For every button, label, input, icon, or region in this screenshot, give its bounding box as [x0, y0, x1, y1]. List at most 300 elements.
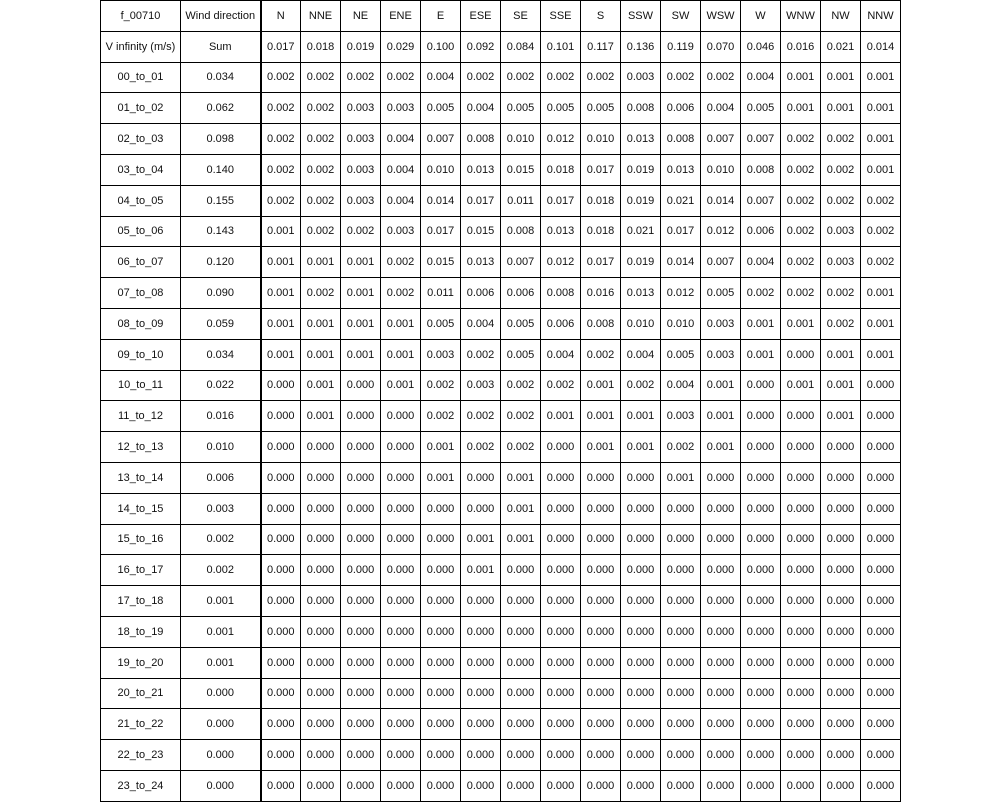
table-row: [101, 308, 901, 339]
frequency-cell: 0.008: [581, 308, 621, 339]
frequency-cell: 0.008: [501, 216, 541, 247]
frequency-cell: 0.000: [701, 740, 741, 771]
frequency-cell: 0.001: [821, 62, 861, 93]
frequency-cell: 0.000: [261, 493, 301, 524]
frequency-cell: 0.017: [581, 247, 621, 278]
frequency-cell: 0.001: [861, 124, 901, 155]
frequency-cell: 0.001: [381, 308, 421, 339]
frequency-cell: 0.001: [781, 370, 821, 401]
frequency-cell: 0.013: [461, 154, 501, 185]
frequency-cell: 0.002: [541, 62, 581, 93]
frequency-cell: 0.002: [301, 62, 341, 93]
frequency-cell: 0.000: [741, 709, 781, 740]
frequency-cell: 0.000: [421, 709, 461, 740]
frequency-cell: 0.000: [701, 462, 741, 493]
frequency-cell: 0.010: [621, 308, 661, 339]
speed-bin-label: 07_to_08: [101, 278, 181, 309]
frequency-cell: 0.015: [461, 216, 501, 247]
table-row: [101, 678, 901, 709]
frequency-cell: 0.000: [821, 493, 861, 524]
speed-bin-label: 15_to_16: [101, 524, 181, 555]
frequency-cell: 0.000: [581, 616, 621, 647]
frequency-cell: 0.002: [661, 432, 701, 463]
speed-bin-label: 11_to_12: [101, 401, 181, 432]
frequency-cell: 0.000: [621, 555, 661, 586]
frequency-cell: 0.000: [621, 493, 661, 524]
direction-header-cell: W: [741, 1, 781, 32]
frequency-cell: 0.001: [261, 278, 301, 309]
direction-total-cell: 0.084: [501, 31, 541, 62]
frequency-cell: 0.003: [621, 62, 661, 93]
frequency-cell: 0.010: [501, 124, 541, 155]
frequency-cell: 0.000: [421, 493, 461, 524]
frequency-cell: 0.000: [581, 678, 621, 709]
frequency-cell: 0.006: [501, 278, 541, 309]
frequency-cell: 0.012: [661, 278, 701, 309]
frequency-cell: 0.000: [301, 462, 341, 493]
frequency-cell: 0.000: [701, 709, 741, 740]
frequency-cell: 0.001: [861, 308, 901, 339]
frequency-cell: 0.003: [661, 401, 701, 432]
frequency-cell: 0.000: [541, 647, 581, 678]
frequency-cell: 0.000: [661, 647, 701, 678]
wind-frequency-table: [100, 0, 901, 802]
frequency-cell: 0.010: [661, 308, 701, 339]
speed-bin-label: 05_to_06: [101, 216, 181, 247]
frequency-cell: 0.003: [381, 216, 421, 247]
frequency-cell: 0.005: [501, 339, 541, 370]
frequency-cell: 0.000: [421, 740, 461, 771]
frequency-cell: 0.001: [781, 62, 821, 93]
frequency-cell: 0.004: [741, 62, 781, 93]
row-sum-cell: 0.090: [181, 278, 261, 309]
frequency-cell: 0.001: [661, 462, 701, 493]
direction-header-cell: SE: [501, 1, 541, 32]
frequency-cell: 0.000: [621, 678, 661, 709]
frequency-cell: 0.000: [781, 647, 821, 678]
frequency-cell: 0.001: [621, 432, 661, 463]
table-row: [101, 770, 901, 801]
frequency-cell: 0.001: [821, 339, 861, 370]
row-sum-cell: 0.010: [181, 432, 261, 463]
frequency-cell: 0.000: [861, 370, 901, 401]
frequency-cell: 0.000: [581, 770, 621, 801]
direction-header-cell: NW: [821, 1, 861, 32]
frequency-cell: 0.000: [581, 740, 621, 771]
frequency-cell: 0.002: [781, 216, 821, 247]
speed-bin-label: 01_to_02: [101, 93, 181, 124]
frequency-cell: 0.000: [701, 555, 741, 586]
frequency-cell: 0.000: [701, 647, 741, 678]
frequency-cell: 0.012: [701, 216, 741, 247]
frequency-cell: 0.002: [261, 93, 301, 124]
frequency-cell: 0.002: [421, 401, 461, 432]
direction-header-cell: NE: [341, 1, 381, 32]
frequency-cell: 0.000: [861, 740, 901, 771]
frequency-cell: 0.001: [461, 555, 501, 586]
frequency-cell: 0.000: [861, 586, 901, 617]
row-sum-cell: 0.034: [181, 339, 261, 370]
direction-header-cell: WNW: [781, 1, 821, 32]
frequency-cell: 0.014: [701, 185, 741, 216]
frequency-cell: 0.000: [261, 647, 301, 678]
table-row: [101, 93, 901, 124]
frequency-cell: 0.001: [301, 308, 341, 339]
frequency-cell: 0.000: [541, 493, 581, 524]
frequency-cell: 0.000: [261, 370, 301, 401]
frequency-cell: 0.000: [781, 678, 821, 709]
frequency-cell: 0.000: [821, 524, 861, 555]
frequency-cell: 0.000: [861, 493, 901, 524]
frequency-cell: 0.000: [261, 678, 301, 709]
frequency-cell: 0.000: [301, 770, 341, 801]
frequency-cell: 0.002: [861, 216, 901, 247]
frequency-cell: 0.000: [661, 493, 701, 524]
frequency-cell: 0.002: [261, 124, 301, 155]
frequency-cell: 0.001: [261, 247, 301, 278]
frequency-cell: 0.003: [421, 339, 461, 370]
table-row: [101, 462, 901, 493]
frequency-cell: 0.005: [421, 308, 461, 339]
frequency-cell: 0.000: [381, 401, 421, 432]
frequency-cell: 0.000: [861, 647, 901, 678]
frequency-cell: 0.000: [701, 770, 741, 801]
frequency-cell: 0.000: [341, 524, 381, 555]
frequency-cell: 0.002: [861, 247, 901, 278]
frequency-cell: 0.000: [341, 770, 381, 801]
frequency-cell: 0.002: [381, 62, 421, 93]
row-sum-cell: 0.001: [181, 586, 261, 617]
frequency-cell: 0.001: [861, 278, 901, 309]
table-row: [101, 62, 901, 93]
frequency-cell: 0.001: [341, 308, 381, 339]
direction-header-cell: N: [261, 1, 301, 32]
frequency-cell: 0.001: [581, 432, 621, 463]
frequency-cell: 0.006: [741, 216, 781, 247]
frequency-cell: 0.000: [261, 462, 301, 493]
frequency-cell: 0.000: [541, 616, 581, 647]
sum-header-label: Sum: [181, 31, 261, 62]
frequency-cell: 0.000: [781, 555, 821, 586]
frequency-cell: 0.004: [421, 62, 461, 93]
frequency-cell: 0.001: [461, 524, 501, 555]
frequency-cell: 0.000: [861, 555, 901, 586]
frequency-cell: 0.000: [781, 770, 821, 801]
frequency-cell: 0.000: [621, 647, 661, 678]
frequency-cell: 0.000: [301, 678, 341, 709]
frequency-cell: 0.004: [381, 185, 421, 216]
frequency-cell: 0.000: [741, 770, 781, 801]
frequency-cell: 0.000: [301, 740, 341, 771]
frequency-cell: 0.000: [301, 524, 341, 555]
frequency-cell: 0.000: [501, 740, 541, 771]
table-row: [101, 555, 901, 586]
frequency-cell: 0.000: [301, 647, 341, 678]
table-row: [101, 432, 901, 463]
frequency-cell: 0.005: [421, 93, 461, 124]
direction-total-cell: 0.119: [661, 31, 701, 62]
frequency-cell: 0.002: [461, 401, 501, 432]
frequency-cell: 0.002: [701, 62, 741, 93]
frequency-cell: 0.000: [341, 493, 381, 524]
corner-label: f_00710: [101, 1, 181, 32]
frequency-cell: 0.003: [821, 216, 861, 247]
frequency-cell: 0.000: [501, 709, 541, 740]
frequency-cell: 0.013: [621, 124, 661, 155]
frequency-cell: 0.000: [581, 493, 621, 524]
direction-header-row: [101, 1, 901, 32]
frequency-cell: 0.004: [461, 308, 501, 339]
frequency-cell: 0.000: [301, 555, 341, 586]
frequency-cell: 0.000: [621, 709, 661, 740]
frequency-cell: 0.002: [621, 370, 661, 401]
frequency-cell: 0.001: [621, 401, 661, 432]
frequency-cell: 0.002: [781, 154, 821, 185]
frequency-cell: 0.005: [501, 308, 541, 339]
frequency-cell: 0.000: [461, 709, 501, 740]
frequency-cell: 0.000: [661, 709, 701, 740]
speed-bin-label: 19_to_20: [101, 647, 181, 678]
frequency-cell: 0.000: [661, 770, 701, 801]
frequency-cell: 0.000: [461, 740, 501, 771]
frequency-cell: 0.019: [621, 247, 661, 278]
frequency-cell: 0.002: [581, 339, 621, 370]
frequency-cell: 0.002: [381, 278, 421, 309]
table-row: [101, 647, 901, 678]
direction-total-cell: 0.070: [701, 31, 741, 62]
frequency-cell: 0.000: [341, 555, 381, 586]
frequency-cell: 0.013: [621, 278, 661, 309]
frequency-cell: 0.011: [501, 185, 541, 216]
frequency-cell: 0.005: [701, 278, 741, 309]
speed-bin-label: 18_to_19: [101, 616, 181, 647]
frequency-cell: 0.000: [781, 524, 821, 555]
frequency-cell: 0.003: [341, 154, 381, 185]
frequency-cell: 0.000: [421, 770, 461, 801]
frequency-cell: 0.002: [381, 247, 421, 278]
speed-bin-label: 09_to_10: [101, 339, 181, 370]
frequency-cell: 0.000: [261, 709, 301, 740]
frequency-cell: 0.000: [821, 740, 861, 771]
direction-total-cell: 0.021: [821, 31, 861, 62]
frequency-cell: 0.000: [341, 678, 381, 709]
direction-header-cell: E: [421, 1, 461, 32]
direction-totals-row: [101, 31, 901, 62]
frequency-cell: 0.000: [381, 740, 421, 771]
frequency-cell: 0.002: [301, 216, 341, 247]
frequency-cell: 0.006: [541, 308, 581, 339]
frequency-cell: 0.000: [781, 339, 821, 370]
frequency-cell: 0.000: [301, 709, 341, 740]
speed-bin-label: 21_to_22: [101, 709, 181, 740]
frequency-cell: 0.002: [861, 185, 901, 216]
frequency-cell: 0.000: [781, 740, 821, 771]
table-row: [101, 709, 901, 740]
row-sum-cell: 0.059: [181, 308, 261, 339]
frequency-cell: 0.001: [861, 154, 901, 185]
row-sum-cell: 0.140: [181, 154, 261, 185]
speed-bin-label: 20_to_21: [101, 678, 181, 709]
frequency-cell: 0.000: [461, 462, 501, 493]
frequency-cell: 0.000: [781, 462, 821, 493]
frequency-cell: 0.001: [341, 247, 381, 278]
frequency-cell: 0.001: [781, 93, 821, 124]
frequency-cell: 0.001: [501, 462, 541, 493]
direction-header-cell: SSW: [621, 1, 661, 32]
frequency-cell: 0.000: [581, 709, 621, 740]
frequency-cell: 0.001: [421, 432, 461, 463]
row-sum-cell: 0.002: [181, 524, 261, 555]
row-sum-cell: 0.000: [181, 709, 261, 740]
frequency-cell: 0.000: [261, 740, 301, 771]
frequency-cell: 0.002: [301, 278, 341, 309]
frequency-cell: 0.000: [581, 647, 621, 678]
frequency-cell: 0.001: [701, 432, 741, 463]
frequency-cell: 0.003: [701, 308, 741, 339]
frequency-cell: 0.001: [821, 93, 861, 124]
frequency-cell: 0.000: [741, 524, 781, 555]
speed-bin-label: 04_to_05: [101, 185, 181, 216]
frequency-cell: 0.001: [261, 308, 301, 339]
table-row: [101, 154, 901, 185]
frequency-cell: 0.021: [661, 185, 701, 216]
frequency-cell: 0.001: [581, 401, 621, 432]
speed-bin-label: 12_to_13: [101, 432, 181, 463]
frequency-cell: 0.000: [421, 678, 461, 709]
frequency-cell: 0.000: [621, 616, 661, 647]
frequency-cell: 0.000: [341, 462, 381, 493]
frequency-cell: 0.010: [701, 154, 741, 185]
speed-bin-label: 17_to_18: [101, 586, 181, 617]
direction-header-cell: WSW: [701, 1, 741, 32]
frequency-cell: 0.005: [541, 93, 581, 124]
frequency-cell: 0.000: [261, 555, 301, 586]
frequency-cell: 0.003: [461, 370, 501, 401]
frequency-cell: 0.003: [701, 339, 741, 370]
frequency-cell: 0.002: [821, 278, 861, 309]
frequency-cell: 0.000: [381, 709, 421, 740]
frequency-cell: 0.000: [381, 678, 421, 709]
direction-header-cell: ENE: [381, 1, 421, 32]
direction-total-cell: 0.029: [381, 31, 421, 62]
frequency-cell: 0.008: [661, 124, 701, 155]
frequency-cell: 0.000: [341, 586, 381, 617]
frequency-cell: 0.001: [301, 401, 341, 432]
frequency-cell: 0.000: [821, 555, 861, 586]
frequency-cell: 0.002: [461, 339, 501, 370]
frequency-cell: 0.000: [541, 740, 581, 771]
frequency-cell: 0.000: [621, 524, 661, 555]
frequency-cell: 0.000: [661, 524, 701, 555]
frequency-cell: 0.012: [541, 247, 581, 278]
frequency-cell: 0.002: [261, 62, 301, 93]
frequency-cell: 0.000: [661, 616, 701, 647]
frequency-cell: 0.001: [861, 93, 901, 124]
frequency-cell: 0.002: [301, 154, 341, 185]
frequency-cell: 0.007: [701, 124, 741, 155]
row-sum-cell: 0.016: [181, 401, 261, 432]
table-row: [101, 247, 901, 278]
frequency-cell: 0.000: [461, 647, 501, 678]
row-sum-cell: 0.143: [181, 216, 261, 247]
frequency-cell: 0.007: [741, 124, 781, 155]
speed-bin-label: 00_to_01: [101, 62, 181, 93]
frequency-cell: 0.000: [341, 709, 381, 740]
frequency-cell: 0.000: [501, 616, 541, 647]
frequency-cell: 0.000: [781, 493, 821, 524]
frequency-cell: 0.000: [741, 586, 781, 617]
frequency-cell: 0.016: [581, 278, 621, 309]
speed-bin-label: 03_to_04: [101, 154, 181, 185]
frequency-cell: 0.000: [861, 770, 901, 801]
frequency-cell: 0.008: [541, 278, 581, 309]
frequency-cell: 0.000: [661, 555, 701, 586]
table-row: [101, 124, 901, 155]
frequency-cell: 0.000: [301, 616, 341, 647]
speed-header-label: V infinity (m/s): [101, 31, 181, 62]
frequency-cell: 0.000: [861, 432, 901, 463]
frequency-cell: 0.007: [701, 247, 741, 278]
direction-total-cell: 0.018: [301, 31, 341, 62]
direction-total-cell: 0.101: [541, 31, 581, 62]
frequency-cell: 0.001: [781, 308, 821, 339]
frequency-cell: 0.000: [461, 678, 501, 709]
row-sum-cell: 0.000: [181, 770, 261, 801]
frequency-cell: 0.006: [461, 278, 501, 309]
frequency-cell: 0.000: [541, 524, 581, 555]
frequency-cell: 0.013: [461, 247, 501, 278]
frequency-cell: 0.001: [741, 308, 781, 339]
frequency-cell: 0.000: [861, 462, 901, 493]
frequency-cell: 0.000: [781, 432, 821, 463]
frequency-cell: 0.002: [741, 278, 781, 309]
frequency-cell: 0.002: [301, 185, 341, 216]
frequency-cell: 0.000: [861, 709, 901, 740]
table-row: [101, 586, 901, 617]
frequency-cell: 0.003: [821, 247, 861, 278]
table-row: [101, 616, 901, 647]
frequency-cell: 0.017: [581, 154, 621, 185]
direction-total-cell: 0.014: [861, 31, 901, 62]
frequency-cell: 0.000: [541, 555, 581, 586]
frequency-cell: 0.000: [781, 616, 821, 647]
frequency-cell: 0.000: [661, 678, 701, 709]
frequency-cell: 0.002: [301, 93, 341, 124]
frequency-cell: 0.000: [781, 401, 821, 432]
frequency-cell: 0.008: [741, 154, 781, 185]
frequency-cell: 0.004: [541, 339, 581, 370]
frequency-cell: 0.000: [381, 432, 421, 463]
table-row: [101, 339, 901, 370]
frequency-cell: 0.001: [861, 62, 901, 93]
frequency-cell: 0.000: [381, 586, 421, 617]
frequency-cell: 0.000: [541, 462, 581, 493]
frequency-cell: 0.001: [341, 339, 381, 370]
frequency-cell: 0.005: [741, 93, 781, 124]
frequency-cell: 0.000: [301, 586, 341, 617]
row-sum-cell: 0.001: [181, 616, 261, 647]
frequency-cell: 0.018: [581, 185, 621, 216]
frequency-cell: 0.002: [821, 154, 861, 185]
frequency-cell: 0.004: [661, 370, 701, 401]
frequency-cell: 0.000: [821, 586, 861, 617]
row-sum-cell: 0.002: [181, 555, 261, 586]
direction-header-label: Wind direction: [181, 1, 261, 32]
frequency-cell: 0.000: [541, 432, 581, 463]
frequency-cell: 0.000: [741, 432, 781, 463]
frequency-cell: 0.001: [301, 247, 341, 278]
direction-total-cell: 0.117: [581, 31, 621, 62]
